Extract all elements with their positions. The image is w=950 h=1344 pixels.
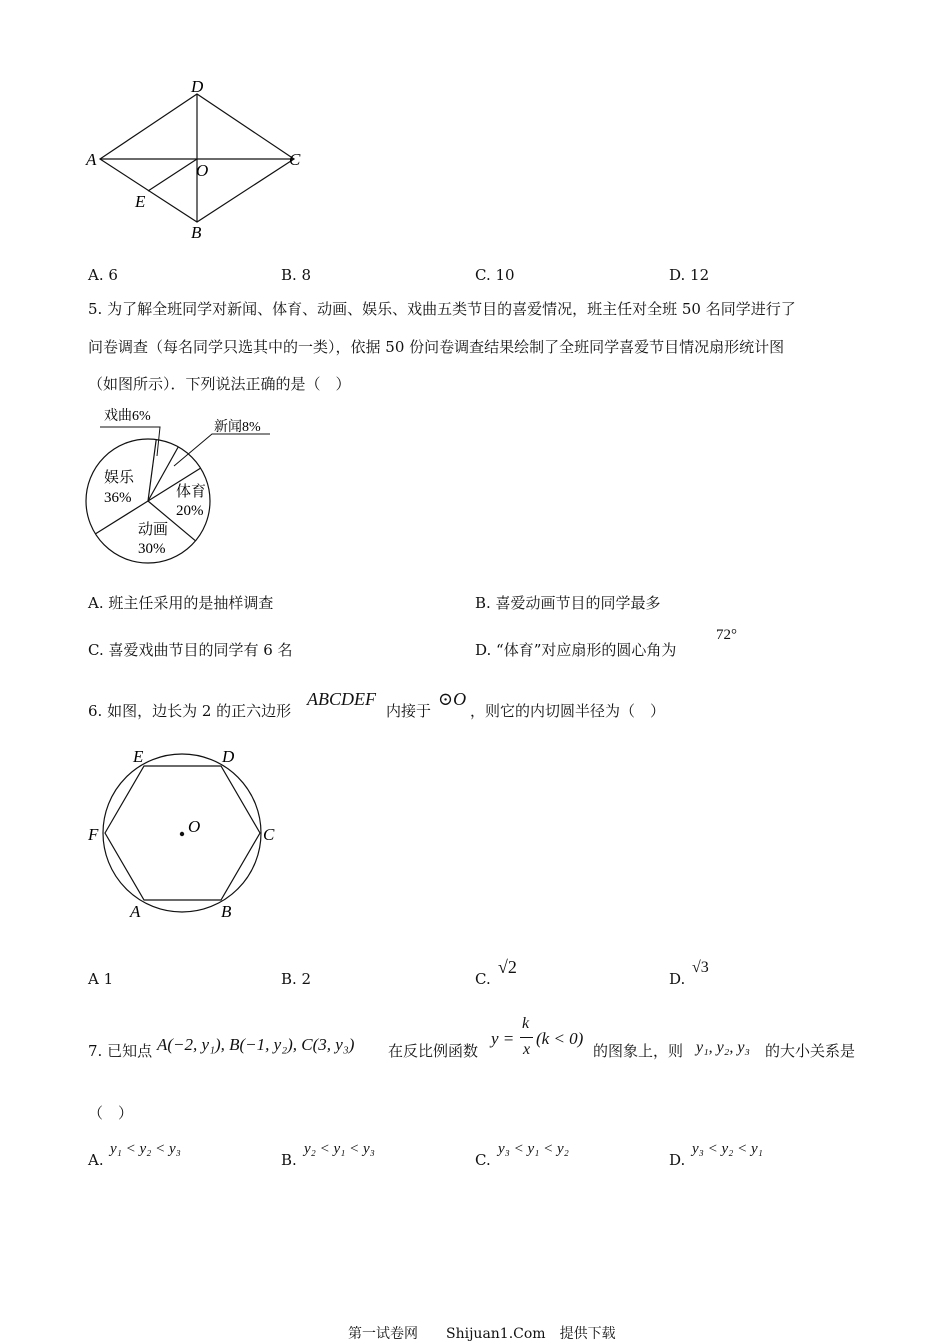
q6-option-c[interactable]: C.	[475, 970, 491, 988]
pie-label-donghua-name: 动画	[138, 522, 169, 538]
q7-stem-suffix1: 的图象上，则	[593, 1042, 684, 1060]
q6-stem-circle-name: ⊙O	[438, 689, 467, 709]
q7-stem-mid: 在反比例函数	[388, 1042, 479, 1060]
q7-function-y: y =	[491, 1029, 515, 1048]
q7-stem-prefix: 7. 已知点	[88, 1042, 153, 1060]
pie-label-yule-pct: 36%	[104, 490, 132, 506]
hex-label-b: B	[221, 902, 232, 921]
pie-label-tiyu-pct: 20%	[176, 503, 204, 519]
q5-stem-line1: 5. 为了解全班同学对新闻、体育、动画、娱乐、戏曲五类节目的喜爱情况，班主任对全班 50 名同学进行了	[88, 300, 796, 318]
q5-option-d-angle: 72°	[716, 627, 737, 643]
q6-stem-suffix: ，则它的内切圆半径为（ ）	[470, 702, 666, 720]
hex-label-c: C	[263, 825, 275, 844]
q7-function-denominator: x	[523, 1041, 531, 1058]
q7-option-c[interactable]: C.	[475, 1151, 491, 1169]
q7-function-numerator: k	[522, 1015, 530, 1032]
q4-option-d[interactable]: D. 12	[669, 266, 710, 284]
label-a: A	[86, 150, 97, 169]
q4-rhombus-figure	[80, 74, 320, 244]
q6-option-b[interactable]: B. 2	[281, 970, 312, 988]
q7-option-a[interactable]: A.	[88, 1151, 104, 1169]
leader-line-xinwen	[174, 434, 270, 466]
label-e: E	[135, 192, 146, 211]
q6-option-c-value: √2	[498, 957, 517, 977]
q6-option-a[interactable]: A 1	[88, 970, 114, 988]
q5-option-a[interactable]: A. 班主任采用的是抽样调查	[88, 594, 274, 612]
pie-label-tiyu-name: 体育	[176, 484, 207, 500]
q4-option-a[interactable]: A. 6	[88, 266, 118, 284]
segment-oe	[148, 159, 197, 191]
pie-label-xinwen: 新闻8%	[214, 420, 261, 435]
q7-fraction-bar	[520, 1037, 533, 1038]
q5-stem-line3: （如图所示）．下列说法正确的是（ ）	[88, 375, 351, 393]
label-b: B	[191, 223, 202, 242]
q5-stem-line2: 问卷调查（每名同学只选其中的一类），依据 50 份问卷调查结果绘制了全班同学喜爱节目情况扇形统计图	[88, 338, 785, 356]
q5-pie-chart	[80, 400, 300, 575]
q5-option-b[interactable]: B. 喜爱动画节目的同学最多	[475, 594, 661, 612]
q7-option-d[interactable]: D.	[669, 1151, 686, 1169]
pie-label-donghua-pct: 30%	[138, 541, 166, 557]
pie-slice-boundary-新闻	[148, 447, 178, 501]
hex-label-e: E	[133, 747, 144, 766]
q7-stem-points: A(−2, y₁), B(−1, y₂), C(3, y₃)	[157, 1035, 355, 1054]
q7-stem-vars: y₁, y₂, y₃	[696, 1039, 750, 1056]
q7-stem-paren: （ ）	[88, 1104, 134, 1122]
pie-label-xiqu: 戏曲6%	[104, 409, 151, 424]
q7-option-d-value: y₃ < y₂ < y₁	[692, 1141, 763, 1157]
page-footer: 第一试卷网 Shijuan1.Com 提供下载	[348, 1326, 616, 1342]
q7-option-c-value: y₃ < y₁ < y₂	[498, 1141, 569, 1157]
hex-label-o: O	[188, 817, 201, 836]
pie-slice-boundary-戏曲	[148, 440, 156, 501]
label-o: O	[196, 161, 209, 180]
label-d: D	[191, 77, 204, 96]
q5-option-d[interactable]: D. “体育”对应扇形的圆心角为	[475, 641, 677, 659]
q4-option-c[interactable]: C. 10	[475, 266, 515, 284]
q6-stem-mid: 内接于	[386, 702, 432, 720]
q6-hexagon-figure	[80, 740, 290, 925]
hex-label-d: D	[222, 747, 235, 766]
q7-function-condition: (k < 0)	[536, 1029, 584, 1048]
q7-option-b-value: y₂ < y₁ < y₃	[304, 1141, 375, 1157]
q5-option-c[interactable]: C. 喜爱戏曲节目的同学有 6 名	[88, 641, 293, 659]
pie-label-yule-name: 娱乐	[104, 470, 135, 486]
q7-stem-suffix2: 的大小关系是	[765, 1042, 856, 1060]
center-point	[180, 832, 184, 836]
q4-option-b[interactable]: B. 8	[281, 266, 312, 284]
hex-label-a: A	[130, 902, 141, 921]
q6-option-d-value: √3	[692, 959, 709, 976]
q7-option-b[interactable]: B.	[281, 1151, 297, 1169]
q6-stem-hexagon-name: ABCDEF	[307, 689, 376, 709]
q6-option-d[interactable]: D.	[669, 970, 686, 988]
label-c: C	[289, 150, 301, 169]
q7-option-a-value: y₁ < y₂ < y₃	[110, 1141, 181, 1157]
q6-stem-prefix: 6. 如图，边长为 2 的正六边形	[88, 702, 292, 720]
hex-label-f: F	[88, 825, 99, 844]
